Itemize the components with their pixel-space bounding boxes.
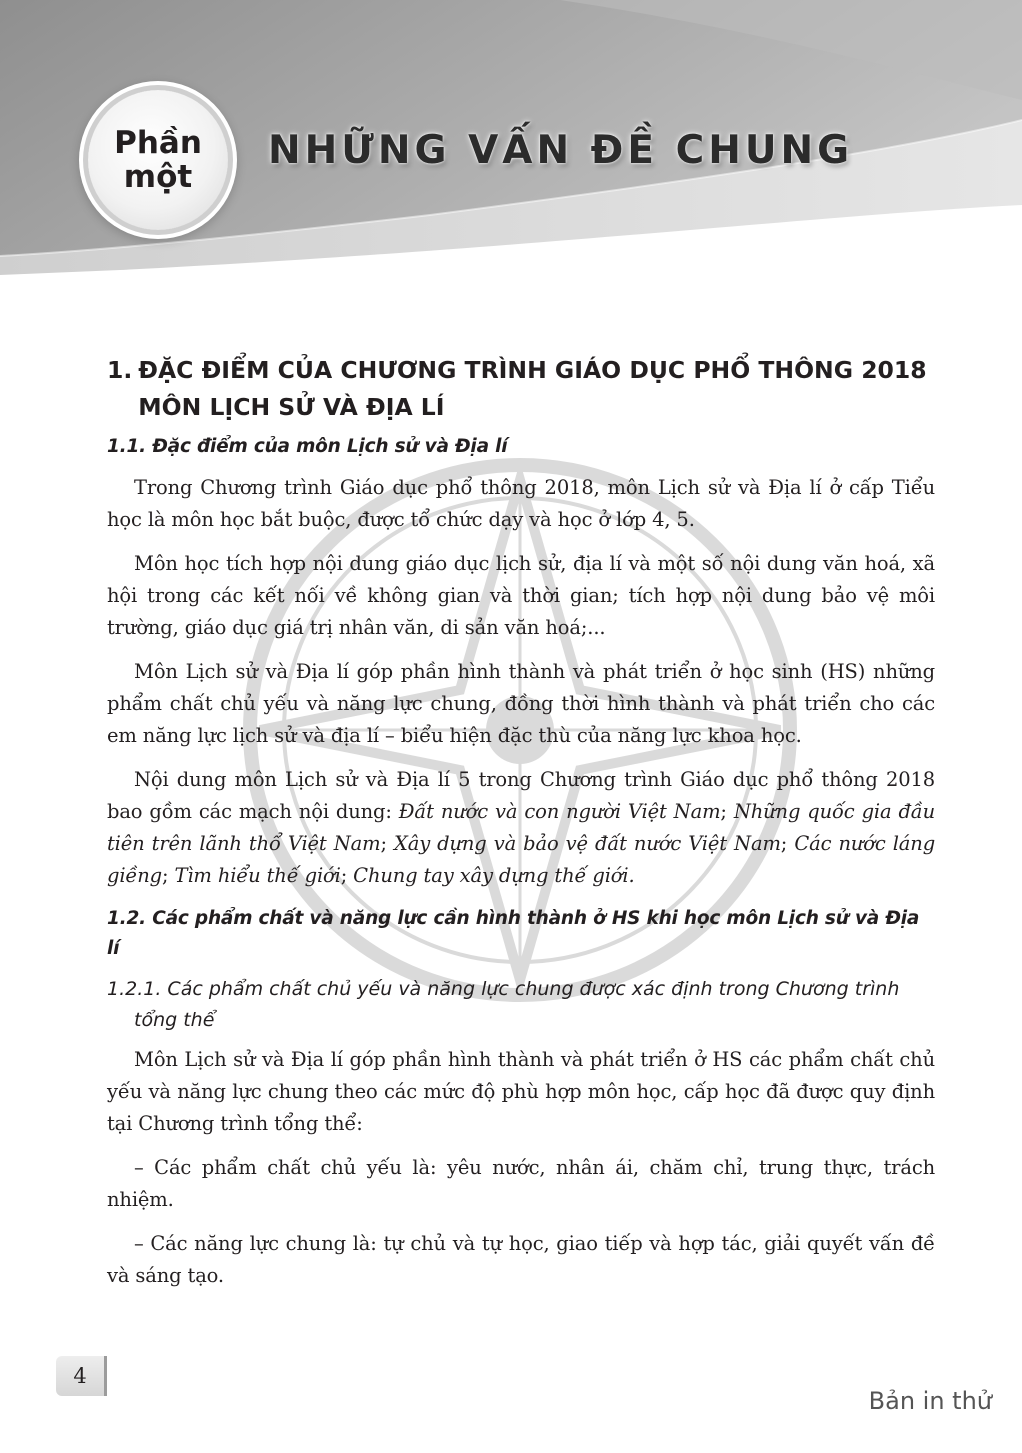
- part-badge-label: Phần một: [114, 125, 202, 195]
- section-number: 1.: [107, 356, 133, 384]
- section-heading: [107, 352, 935, 426]
- subsection-heading: 1.1. Đặc điểm của môn Lịch sử và Địa lí: [107, 436, 508, 457]
- subsubsection-heading: 1.2.1. Các phẩm chất chủ yếu và năng lực chung được xác định trong Chương trình tổng thể: [107, 978, 900, 1031]
- section-title: ĐẶC ĐIỂM CỦA CHƯƠNG TRÌNH GIÁO DỤC PHỔ THÔNG 2018 MÔN LỊCH SỬ VÀ ĐỊA LÍ: [138, 356, 927, 421]
- chapter-title: NHỮNG VẤN ĐỀ CHUNG: [268, 128, 854, 173]
- content-strands-paragraph: Nội dung môn Lịch sử và Địa lí 5 trong Chương trình Giáo dục phổ thông 2018 bao gồm các mạch nội dung: Đất nước và con người Việt Nam; Những quốc gia đầu tiên trên lãnh thổ Việt Nam; Xây dựng và bảo vệ đất nước Việt Nam; Các nước láng giềng; Tìm hiểu thế giới; Chung tay xây dựng thế giới.: [107, 768, 936, 887]
- draft-label: Bản in thử: [868, 1387, 992, 1415]
- part-badge: [88, 90, 228, 230]
- page-content: [107, 352, 935, 1304]
- bullet-item: – Các phẩm chất chủ yếu là: yêu nước, nhân ái, chăm chỉ, trung thực, trách nhiệm.: [107, 1156, 935, 1211]
- page-number: 4: [56, 1356, 107, 1396]
- subsection-heading: 1.2. Các phẩm chất và năng lực cần hình thành ở HS khi học môn Lịch sử và Địa lí: [107, 908, 920, 959]
- paragraph: Môn Lịch sử và Địa lí góp phần hình thành và phát triển ở học sinh (HS) những phẩm chất chủ yếu và năng lực chung, đồng thời hình thành và phát triển cho các em năng lực lịch sử và địa lí – biểu hiện đặc thù của năng lực khoa học.: [107, 660, 935, 747]
- paragraph: Môn học tích hợp nội dung giáo dục lịch sử, địa lí và một số nội dung văn hoá, xã hội trong các kết nối về không gian và thời gian; tích hợp nội dung bảo vệ môi trường, giáo dục giá trị nhân văn, di sản văn hoá;...: [107, 552, 935, 639]
- bullet-item: – Các năng lực chung là: tự chủ và tự học, giao tiếp và hợp tác, giải quyết vấn đề và sáng tạo.: [107, 1232, 935, 1287]
- paragraph: Môn Lịch sử và Địa lí góp phần hình thành và phát triển ở HS các phẩm chất chủ yếu và năng lực chung theo các mức độ phù hợp môn học, cấp học đã được quy định tại Chương trình tổng thể:: [107, 1048, 935, 1135]
- paragraph: Trong Chương trình Giáo dục phổ thông 2018, môn Lịch sử và Địa lí ở cấp Tiểu học là môn học bắt buộc, được tổ chức dạy và học ở lớp 4, 5.: [107, 476, 935, 531]
